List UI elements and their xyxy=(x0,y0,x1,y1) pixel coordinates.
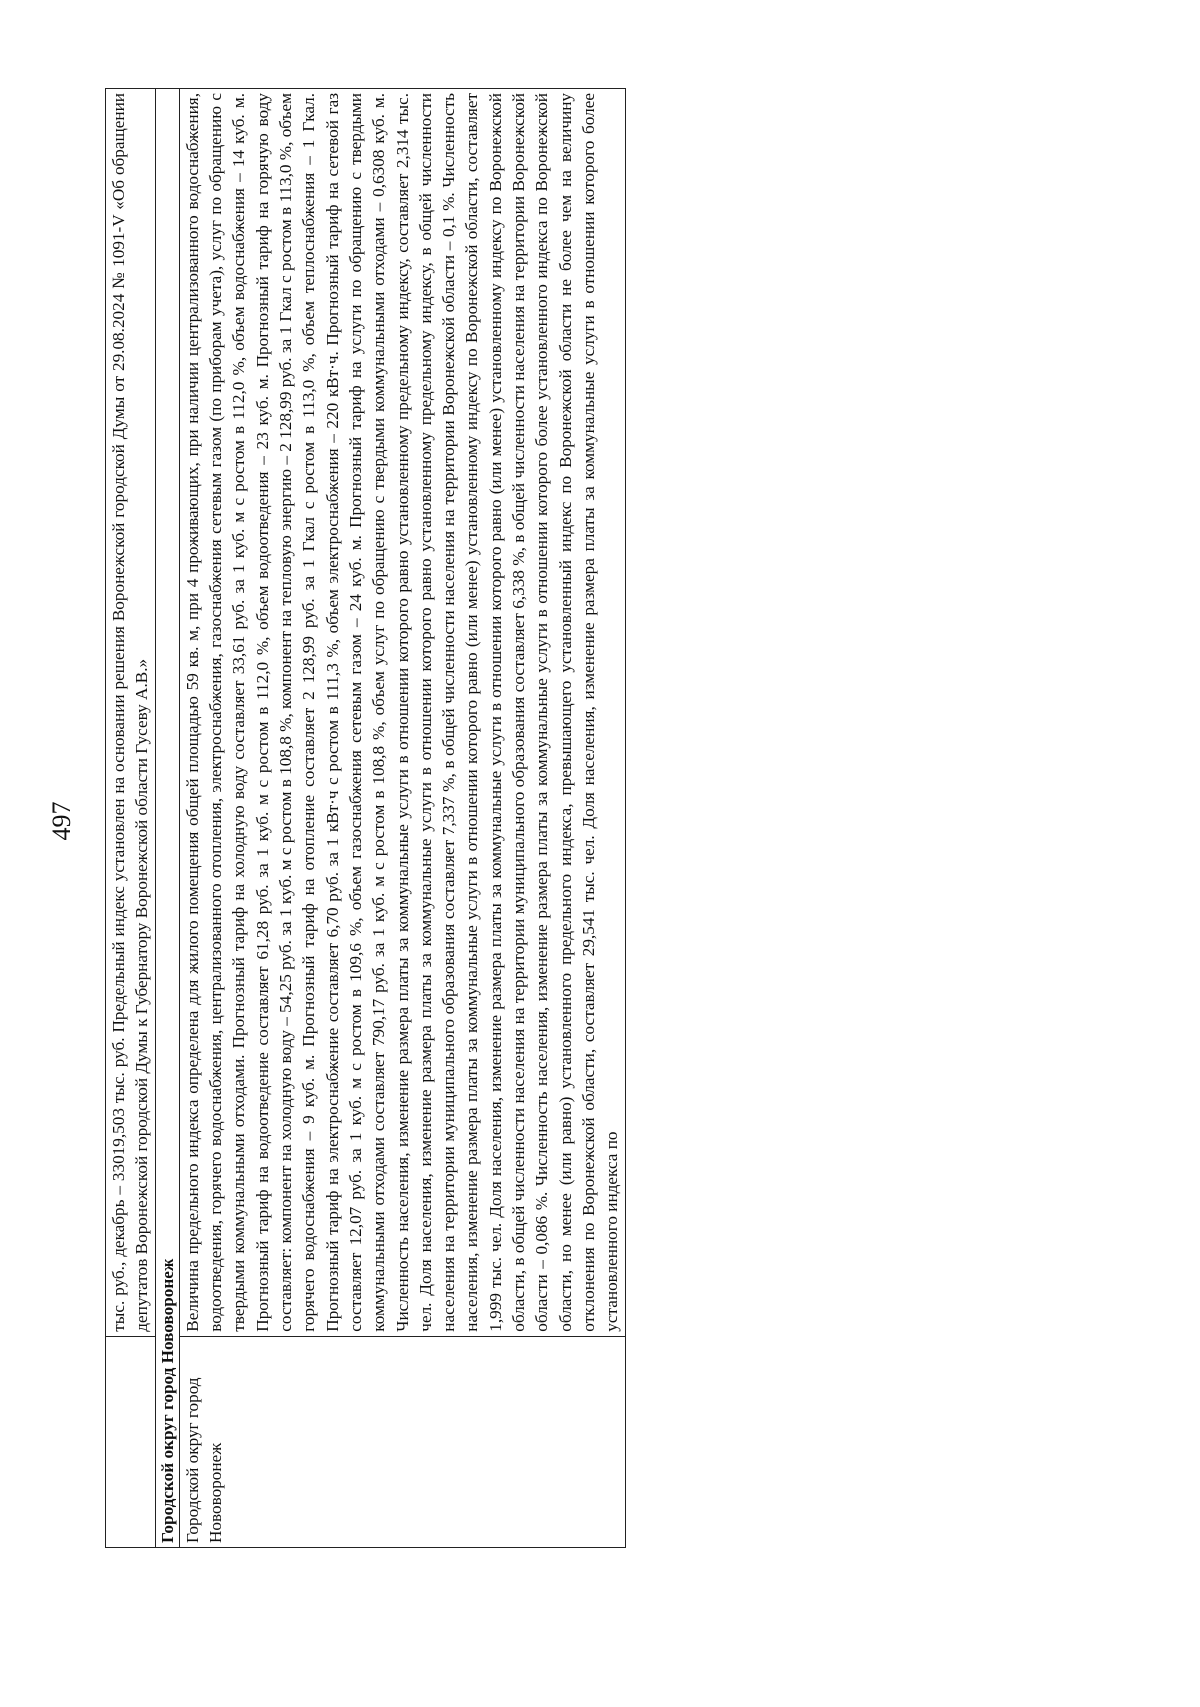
table-row xyxy=(179,89,625,1548)
continuation-text: тыс. руб., декабрь – 33019,503 тыс. руб. Предельный индекс установлен на основании решения Воронежской городской Думы от 29.08.2024 № 1091-V «Об обращении депутатов Воронежской городской Думы к Губернатору Воронежской области Гусеву А.В.» xyxy=(106,89,156,1337)
page-number: 497 xyxy=(47,801,76,841)
table-row-continuation xyxy=(106,89,156,1548)
tariff-table xyxy=(105,88,626,1548)
section-header-row xyxy=(155,89,179,1548)
empty-cell xyxy=(106,1336,156,1547)
section-header: Городской округ город Нововоронеж xyxy=(155,89,179,1548)
description-cell: Величина предельного индекса определена для жилого помещения общей площадью 59 кв. м, при 4 проживающих, при наличии централизованного водоснабжения, водоотведения, горячего водоснабжения, централизованного отопления, электроснабжения, газоснабжения сетевым газом (по приборам учета), услуг по обращению с твердыми коммунальными отходами. Прогнозный тариф на холодную воду составляет 33,61 руб. за 1 куб. м с ростом в 112,0 %, объем водоснабжения – 14 куб. м. Прогнозный тариф на водоотведение составляет 61,28 руб. за 1 куб. м с ростом в 112,0 %, объем водоотведения – 23 куб. м. Прогнозный тариф на горячую воду составляет: компонент на холодную воду – 54,25 руб. за 1 куб. м с ростом в 108,8 %, компонент на тепловую энергию – 2 128,99 руб. за 1 Гкал с ростом в 113,0 %, объем горячего водоснабжения – 9 куб. м. Прогнозный тариф на отопление составляет 2 128,99 руб. за 1 Гкал с ростом в 113,0 %, объем теплоснабжения – 1 Гкал. Прогнозный тариф на электроснабжение составляет 6,70 руб. за 1 кВт·ч с ростом в 111,3 %, объем электроснабжения – 220 кВт·ч. Прогнозный тариф на сетевой газ составляет 12,07 руб. за 1 куб. м с ростом в 109,6 %, объем газоснабжения сетевым газом – 24 куб. м. Прогнозный тариф на услуги по обращению с твердыми коммунальными отходами составляет 790,17 руб. за 1 куб. м с ростом в 108,8 %, объем услуг по обращению с твердыми коммунальными отходами – 0,6308 куб. м. Численность населения, изменение размера платы за коммунальные услуги в отношении которого равно установленному предельному индексу, составляет 2,314 тыс. чел. Доля населения, изменение размера платы за коммунальные услуги в отношении которого равно установленному предельному индексу, в общей численности населения на территории муниципального образования составляет 7,337 %, в общей численности населения на территории Воронежской области – 0,1 %. Численность населения, изменение размера платы за коммунальные услуги в отношении которого равно (или менее) установленному индексу по Воронежской области, составляет 1,999 тыс. чел. Доля населения, изменение размера платы за коммунальные услуги в отношении которого равно (или менее) установленному индексу по Воронежской области, в общей численности населения на территории муниципального образования составляет 6,338 %, в общей численности населения на территории Воронежской области – 0,086 %. Численность населения, изменение размера платы за коммунальные услуги в отношении которого более установленного индекса по Воронежской области, но менее (или равно) установленного предельного индекса, превышающего установленный индекс по Воронежской области не более чем на величину отклонения по Воронежской области, составляет 29,541 тыс. чел. Доля населения, изменение размера платы за коммунальные услуги в отношении которого более установленного индекса по xyxy=(179,89,625,1337)
municipality-cell: Городской округ город Нововоронеж xyxy=(179,1336,625,1547)
rotated-page-content xyxy=(105,88,875,1548)
